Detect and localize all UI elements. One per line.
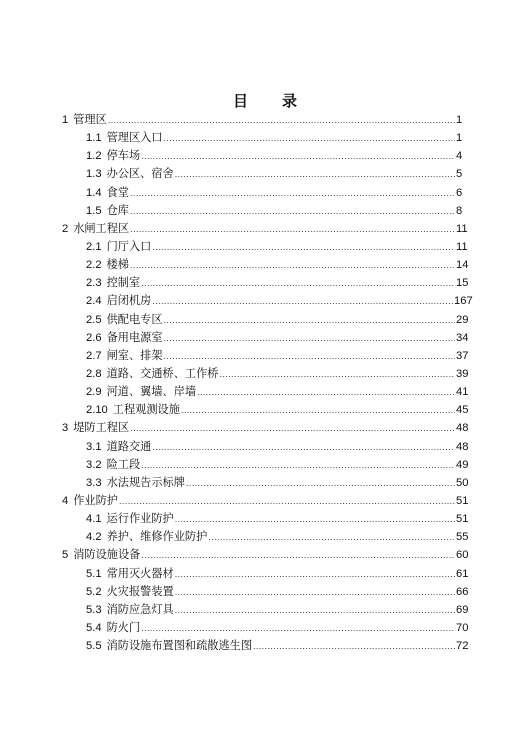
toc-entry-page: 51 — [456, 513, 469, 526]
toc-entry-label: 管理区入口 — [106, 131, 163, 145]
toc-entry[interactable] — [62, 492, 469, 510]
toc-entry-page: 29 — [456, 313, 469, 326]
toc-entry[interactable] — [62, 583, 469, 601]
toc-entry-page: 39 — [456, 367, 469, 380]
toc-entry-number: 4 — [62, 494, 69, 507]
dot-leader — [219, 365, 455, 383]
toc-entry[interactable] — [62, 311, 469, 329]
toc-entry[interactable] — [62, 220, 468, 238]
dot-leader — [130, 220, 455, 238]
toc-entry-page: 1 — [456, 132, 463, 145]
toc-entry-page: 72 — [456, 640, 469, 653]
toc-entry-label: 火灾报警装置 — [106, 584, 174, 598]
toc-entry-number: 1.1 — [86, 132, 102, 145]
toc-entry-label: 养护、维修作业防护 — [106, 530, 208, 544]
toc-entry[interactable] — [62, 184, 462, 202]
toc-entry-label: 办公区、宿舍 — [106, 167, 174, 181]
toc-entry-number: 2.2 — [86, 259, 102, 272]
dot-leader — [130, 419, 455, 437]
toc-entry-page: 4 — [456, 150, 463, 163]
toc-entry-page: 14 — [456, 259, 469, 272]
toc-entry-number: 2.6 — [86, 331, 102, 344]
toc-entry-number: 2.7 — [86, 349, 102, 362]
toc-entry-page: 61 — [456, 567, 469, 580]
toc-entry-number: 5.5 — [86, 640, 102, 653]
toc-entry-label: 水闸工程区 — [73, 221, 130, 235]
toc-entry-page: 11 — [456, 240, 468, 253]
toc-entry-page: 41 — [456, 386, 469, 399]
toc-entry[interactable] — [62, 438, 469, 456]
toc-entry-label: 防火门 — [106, 620, 141, 634]
title-char-1: 目 — [232, 92, 248, 110]
dot-leader — [164, 129, 455, 147]
dot-leader — [175, 601, 455, 619]
toc-entry-page: 50 — [456, 476, 469, 489]
toc-entry[interactable] — [62, 601, 469, 619]
toc-entry-number: 3.1 — [86, 440, 102, 453]
dot-leader — [119, 492, 455, 510]
toc-entry[interactable] — [62, 637, 469, 655]
toc-entry[interactable] — [62, 129, 462, 147]
dot-leader — [164, 347, 455, 365]
toc-entry-label: 仓库 — [106, 203, 129, 217]
toc-entry[interactable] — [62, 510, 469, 528]
toc-entry[interactable] — [62, 329, 469, 347]
toc-entry-number: 5.2 — [86, 585, 102, 598]
dot-leader — [141, 456, 455, 474]
toc-entry-label: 消防设施布置图和疏散逃生图 — [106, 639, 253, 653]
toc-entry-number: 1 — [62, 114, 69, 126]
toc-entry-page: 34 — [456, 331, 469, 344]
toc-entry-number: 1.5 — [86, 204, 102, 217]
toc-entry[interactable] — [62, 147, 462, 165]
toc-entry[interactable] — [62, 256, 469, 274]
toc-entry-number: 1.4 — [86, 186, 102, 199]
toc-entry[interactable] — [62, 619, 469, 637]
toc-entry-number: 2.9 — [86, 386, 102, 399]
dot-leader — [164, 329, 455, 347]
dot-leader — [181, 401, 455, 419]
toc-entry-label: 启闭机房 — [106, 294, 152, 308]
toc-entry-page: 66 — [456, 585, 469, 598]
toc-entry-label: 供配电专区 — [106, 312, 163, 326]
toc-entry-number: 3.3 — [86, 476, 102, 489]
toc-entry-label: 消防设施设备 — [73, 548, 141, 562]
toc-entry[interactable] — [62, 274, 469, 292]
toc-entry-page: 6 — [456, 186, 463, 199]
toc-entry-label: 消防应急灯具 — [106, 602, 174, 616]
toc-entry-number: 4.1 — [86, 513, 102, 526]
toc-entry[interactable] — [62, 202, 462, 220]
toc-entry-number: 2.1 — [86, 240, 102, 253]
dot-leader — [130, 256, 455, 274]
toc-entry-label: 食堂 — [106, 185, 129, 199]
toc-entry-number: 3.2 — [86, 458, 102, 471]
toc-entry-page: 51 — [456, 494, 469, 507]
toc-entry-number: 2 — [62, 222, 69, 235]
toc-entry[interactable] — [62, 565, 469, 583]
toc-entry-number: 3 — [62, 422, 69, 435]
toc-entry-number: 1.2 — [86, 150, 102, 163]
toc-entry-label: 门厅入口 — [106, 239, 152, 253]
table-of-contents — [62, 111, 473, 655]
dot-leader — [253, 637, 455, 655]
dot-leader — [152, 292, 453, 310]
dot-leader — [141, 546, 455, 564]
dot-leader — [175, 165, 455, 183]
toc-entry-page: 37 — [456, 349, 469, 362]
toc-entry-page: 49 — [456, 458, 469, 471]
toc-entry[interactable] — [62, 528, 469, 546]
toc-entry-number: 2.5 — [86, 313, 102, 326]
dot-leader — [175, 583, 455, 601]
dot-leader — [186, 474, 455, 492]
dot-leader — [141, 619, 455, 637]
toc-entry-label: 停车场 — [106, 149, 141, 163]
toc-entry-page: 11 — [456, 222, 468, 235]
toc-entry-label: 水法规告示标牌 — [106, 475, 185, 489]
toc-entry-label: 河道、翼墙、岸墙 — [106, 385, 197, 399]
toc-entry-page: 70 — [456, 621, 469, 634]
title-char-2: 录 — [282, 92, 298, 110]
toc-entry-number: 2.8 — [86, 367, 102, 380]
toc-entry-page: 15 — [456, 277, 469, 290]
toc-entry-label: 险工段 — [106, 457, 141, 471]
toc-entry[interactable] — [62, 401, 469, 419]
toc-entry-label: 作业防护 — [73, 493, 118, 507]
toc-entry[interactable] — [62, 474, 469, 492]
toc-entry-number: 5.4 — [86, 621, 102, 634]
toc-entry-number: 5 — [62, 549, 69, 562]
dot-leader — [141, 274, 455, 292]
toc-entry[interactable] — [62, 456, 469, 474]
toc-entry-label: 工程观测设施 — [112, 403, 180, 417]
toc-entry[interactable] — [62, 419, 469, 437]
toc-entry-page: 55 — [456, 531, 469, 544]
toc-entry-label: 常用灭火器材 — [106, 566, 174, 580]
toc-entry-label: 管理区 — [73, 113, 107, 126]
toc-entry[interactable] — [62, 383, 469, 401]
dot-leader — [197, 383, 455, 401]
toc-entry-label: 运行作业防护 — [106, 512, 174, 526]
toc-entry-page: 48 — [456, 440, 469, 453]
dot-leader — [108, 111, 455, 129]
toc-entry[interactable] — [62, 111, 462, 129]
dot-leader — [130, 184, 455, 202]
toc-entry-number: 5.1 — [86, 567, 102, 580]
toc-entry-label: 控制室 — [106, 276, 141, 290]
dot-leader — [152, 238, 455, 256]
dot-leader — [152, 438, 455, 456]
toc-entry-number: 2.10 — [86, 404, 108, 417]
dot-leader — [175, 510, 455, 528]
toc-entry-number: 1.3 — [86, 168, 102, 181]
toc-entry[interactable] — [62, 347, 469, 365]
toc-entry[interactable] — [62, 238, 468, 256]
toc-entry-number: 2.4 — [86, 295, 102, 308]
toc-entry[interactable] — [62, 546, 469, 564]
toc-entry[interactable] — [62, 165, 462, 183]
toc-entry-page: 45 — [456, 404, 469, 417]
toc-entry[interactable] — [62, 292, 473, 310]
toc-entry-number: 2.3 — [86, 277, 102, 290]
toc-entry-label: 楼梯 — [106, 258, 129, 272]
toc-entry-number: 4.2 — [86, 531, 102, 544]
toc-entry-page: 60 — [456, 549, 469, 562]
toc-entry-number: 5.3 — [86, 603, 102, 616]
toc-entry-page: 48 — [456, 422, 469, 435]
dot-leader — [141, 147, 455, 165]
dot-leader — [130, 202, 455, 220]
dot-leader — [208, 528, 455, 546]
page-title — [0, 90, 530, 111]
toc-entry-page: 69 — [456, 603, 469, 616]
dot-leader — [164, 311, 455, 329]
toc-entry-label: 备用电源室 — [106, 330, 163, 344]
toc-entry-label: 闸室、排架 — [106, 348, 163, 362]
toc-entry[interactable] — [62, 365, 469, 383]
toc-entry-page: 8 — [456, 204, 463, 217]
toc-entry-page: 1 — [456, 114, 463, 126]
toc-entry-label: 道路、交通桥、工作桥 — [106, 366, 219, 380]
toc-entry-page: 5 — [456, 168, 463, 181]
toc-entry-page: 167 — [454, 295, 473, 308]
toc-entry-label: 堤防工程区 — [73, 421, 130, 435]
toc-entry-label: 道路交通 — [106, 439, 152, 453]
dot-leader — [175, 565, 455, 583]
